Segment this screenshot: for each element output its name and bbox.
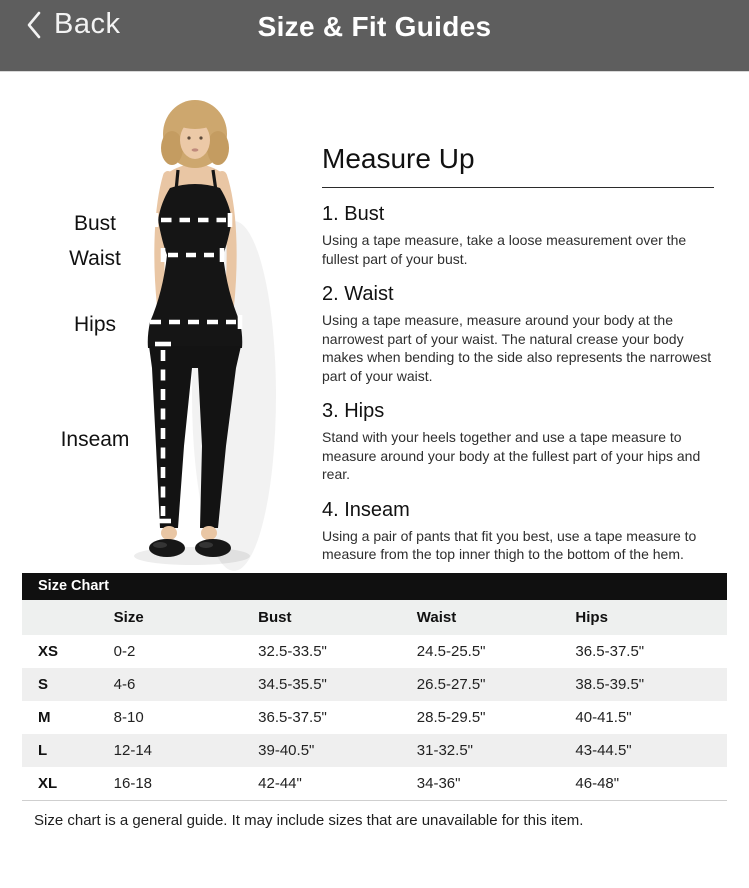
figure-label-waist: Waist <box>69 247 121 270</box>
app-header <box>0 0 749 72</box>
row-label: M <box>38 709 51 726</box>
col-header-hips: Hips <box>575 600 727 635</box>
size-chart-footnote: Size chart is a general guide. It may include sizes that are unavailable for this item. <box>34 812 584 829</box>
cell-hips: 38.5-39.5" <box>575 676 645 693</box>
size-chart <box>22 573 727 801</box>
figure-label-hips: Hips <box>73 313 116 336</box>
col-header-blank <box>22 600 114 635</box>
figure-label-bust: Bust <box>73 212 117 235</box>
step-body: Using a tape measure, take a loose measurement over the fullest part of your bust. <box>322 232 687 267</box>
step-heading: 4. Inseam <box>322 498 410 521</box>
measure-up-panel <box>322 143 714 564</box>
cell-bust: 36.5-37.5" <box>258 709 327 726</box>
cell-waist: 26.5-27.5" <box>416 676 486 693</box>
col-header-waist: Waist <box>417 600 576 635</box>
size-chart-title: Size Chart <box>22 573 727 600</box>
step-body: Using a tape measure, measure around your body at the narrowest part of your waist. The natural crease your body makes when bending to the side also represents the narrowest part of your waist. <box>322 312 712 384</box>
cell-size: 4-6 <box>113 676 136 693</box>
cell-size: 12-14 <box>113 742 153 759</box>
cell-size: 8-10 <box>113 709 144 726</box>
col-header-bust: Bust <box>258 600 417 635</box>
step-heading: 3. Hips <box>322 400 385 422</box>
cell-size: 0-2 <box>113 643 136 660</box>
cell-hips: 43-44.5" <box>575 742 632 759</box>
table-row-s <box>22 668 727 701</box>
cell-hips: 40-41.5" <box>575 709 632 726</box>
guide-section <box>0 72 749 573</box>
step-heading: 2. Waist <box>322 283 394 305</box>
cell-bust: 34.5-35.5" <box>258 676 327 693</box>
row-label: S <box>38 676 49 693</box>
size-chart-table <box>22 600 727 801</box>
table-row-m <box>22 701 727 734</box>
measure-step-inseam <box>322 499 714 564</box>
row-label: XL <box>38 774 58 792</box>
table-row-l <box>22 734 727 767</box>
measure-step-bust <box>322 203 714 268</box>
model-photo <box>122 96 302 571</box>
row-label: L <box>38 742 48 759</box>
table-row-xl <box>22 767 727 800</box>
model-flats <box>149 539 185 557</box>
cell-size: 16-18 <box>113 774 153 792</box>
cell-waist: 28.5-29.5" <box>416 709 486 726</box>
step-heading: 1. Bust <box>322 203 385 225</box>
step-body: Stand with your heels together and use a tape measure to measure around your body at the fullest part of your hips and rear. <box>322 429 701 482</box>
cell-hips: 36.5-37.5" <box>575 643 645 660</box>
cell-hips: 46-48" <box>575 774 620 792</box>
divider <box>322 187 714 188</box>
step-body: Using a pair of pants that fit you best, use a tape measure to measure from the top inner thigh to the bottom of the hem. <box>322 527 697 562</box>
measure-step-hips <box>322 400 714 484</box>
figure-label-inseam: Inseam <box>60 428 130 451</box>
cell-waist: 24.5-25.5" <box>416 643 486 660</box>
table-row-xs <box>22 635 727 668</box>
row-label: XS <box>38 643 59 660</box>
col-header-size: Size <box>114 600 259 635</box>
measure-step-waist <box>322 283 714 385</box>
cell-waist: 31-32.5" <box>416 742 473 759</box>
cell-waist: 34-36" <box>416 774 461 792</box>
page-title: Size & Fit Guides <box>257 11 492 42</box>
cell-bust: 39-40.5" <box>258 742 315 759</box>
cell-bust: 32.5-33.5" <box>258 643 327 660</box>
measure-up-title: Measure Up <box>322 143 475 174</box>
cell-bust: 42-44" <box>258 774 302 792</box>
size-chart-header-row <box>22 600 727 635</box>
back-label: Back <box>54 8 121 40</box>
